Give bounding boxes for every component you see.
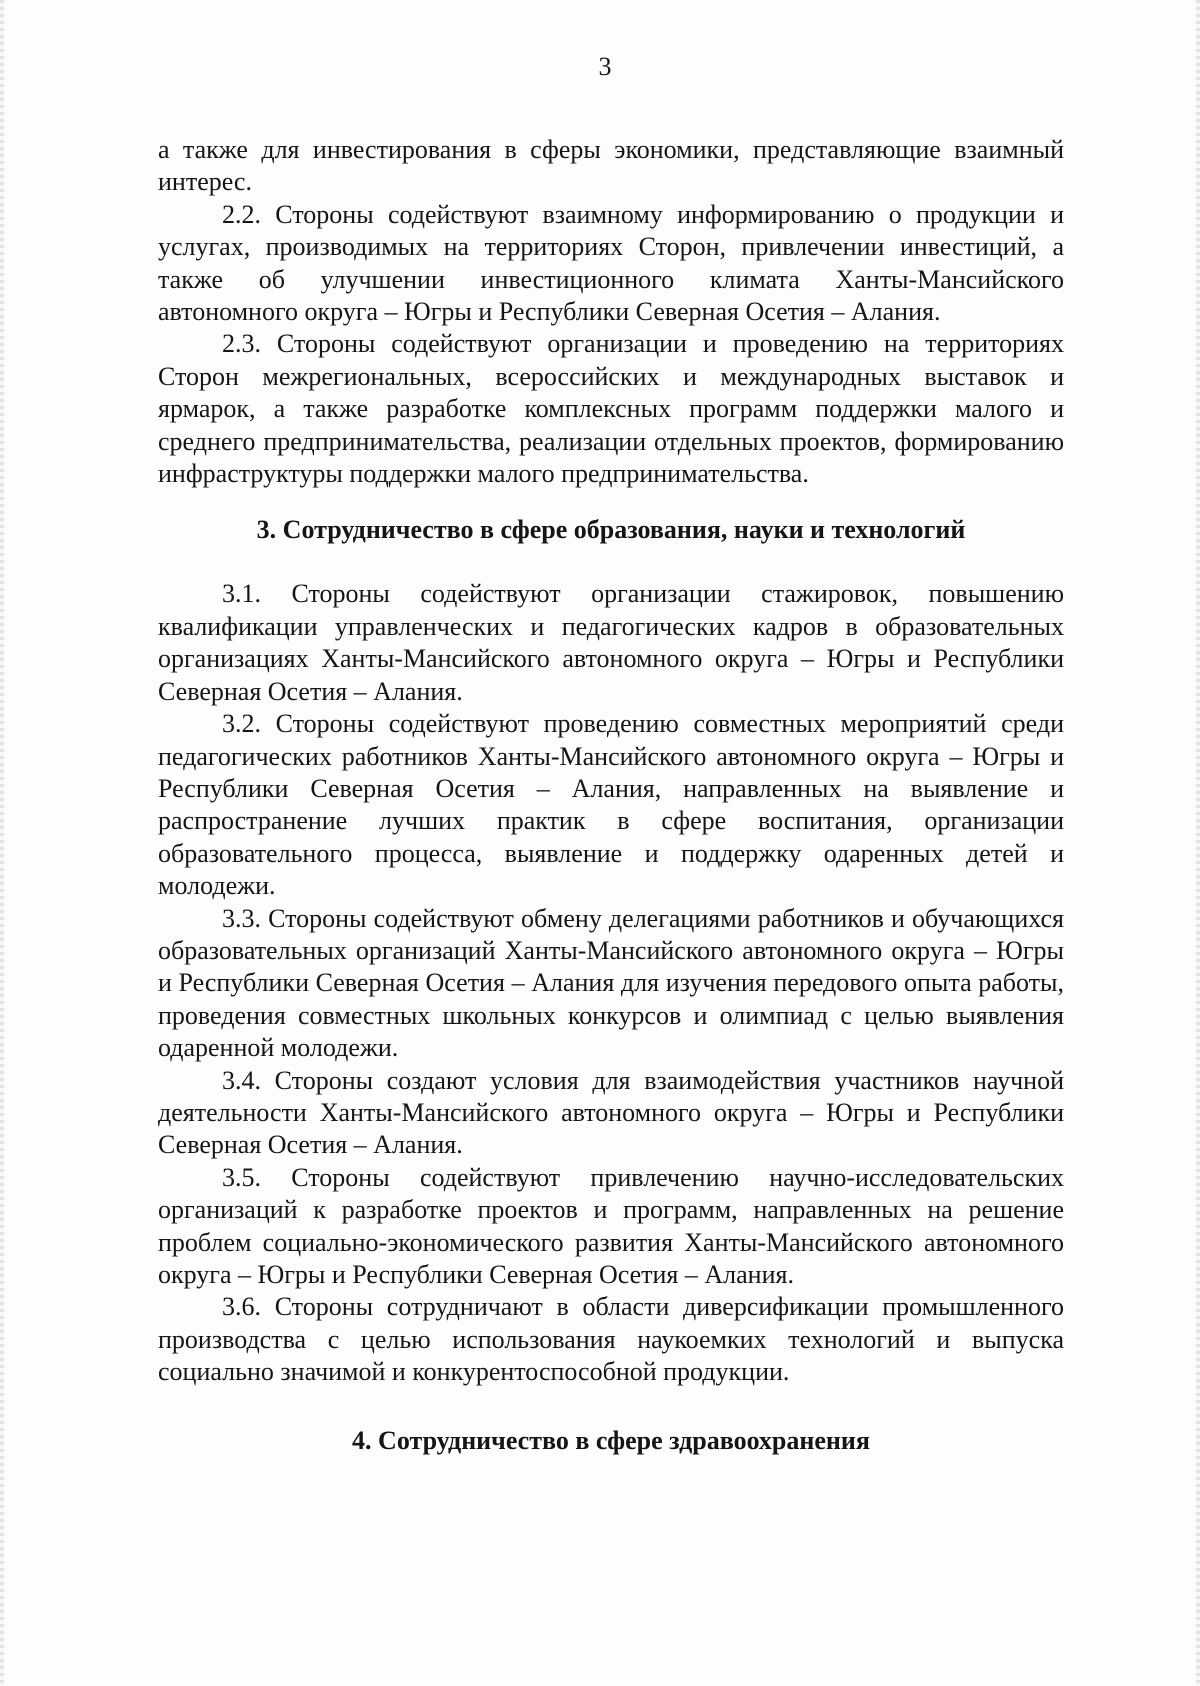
scan-edge-left [0, 0, 4, 1686]
paragraph-3-6: 3.6. Стороны сотрудничают в области диверсификации промышленного производства с целью использования наукоемких технологий и выпуска социально значимой и конкурентоспособной продукции. [158, 1292, 1064, 1387]
scan-edge-right [1196, 0, 1200, 1686]
document-body [158, 134, 1064, 1457]
paragraph-2-1-continuation: а также для инвестирования в сферы экономики, представляющие взаимный интерес. [158, 135, 1064, 197]
paragraph-3-5: 3.5. Стороны содействуют привлечению научно-исследовательских организаций к разработке проектов и программ, направленных на решение проблем социально-экономического развития Ханты-Мансийского автономного округа – Югры и Республики Северная Осетия – Алания. [158, 1162, 1064, 1289]
paragraph-3-2: 3.2. Стороны содействуют проведению совместных мероприятий среди педагогических работников Ханты-Мансийского автономного округа – Югры и Республики Северная Осетия – Алания, направленных на выявление и распространение лучших практик в сфере воспитания, организации образовательного процесса, выявление и поддержку одаренных детей и молодежи. [158, 709, 1064, 901]
section-4-heading: 4. Сотрудничество в сфере здравоохранения [352, 1425, 870, 1455]
section-3-heading: 3. Сотрудничество в сфере образования, науки и технологий [256, 515, 966, 545]
paragraph-3-1: 3.1. Стороны содействуют организации стажировок, повышению квалификации управленческих и педагогических кадров в образовательных организациях Ханты-Мансийского автономного округа – Югры и Республики Северная Осетия – Алания. [158, 579, 1064, 706]
paragraph-2-2: 2.2. Стороны содействуют взаимному информированию о продукции и услугах, производимых на территориях Сторон, привлечении инвестиций, а также об улучшении инвестиционного климата Ханты-Мансийского автономного округа – Югры и Республики Северная Осетия – Алания. [158, 199, 1064, 327]
paragraph-2-3: 2.3. Стороны содействуют организации и проведению на территориях Сторон межрегиональных, всероссийских и международных выставок и ярмарок, а также разработке комплексных программ поддержки малого и среднего предпринимательства, реализации отдельных проектов, формированию инфраструктуры поддержки малого предпринимательства. [158, 329, 1064, 489]
page-number: 3 [598, 52, 612, 81]
paragraph-3-4: 3.4. Стороны создают условия для взаимодействия участников научной деятельности Ханты-Мансийского автономного округа – Югры и Республики Северная Осетия – Алания. [158, 1065, 1064, 1160]
paragraph-3-3: 3.3. Стороны содействуют обмену делегациями работников и обучающихся образовательных организаций Ханты-Мансийского автономного округа – Югры и Республики Северная Осетия – Алания для изучения передового опыта работы, проведения совместных школьных конкурсов и олимпиад с целью выявления одаренной молодежи. [158, 903, 1064, 1063]
